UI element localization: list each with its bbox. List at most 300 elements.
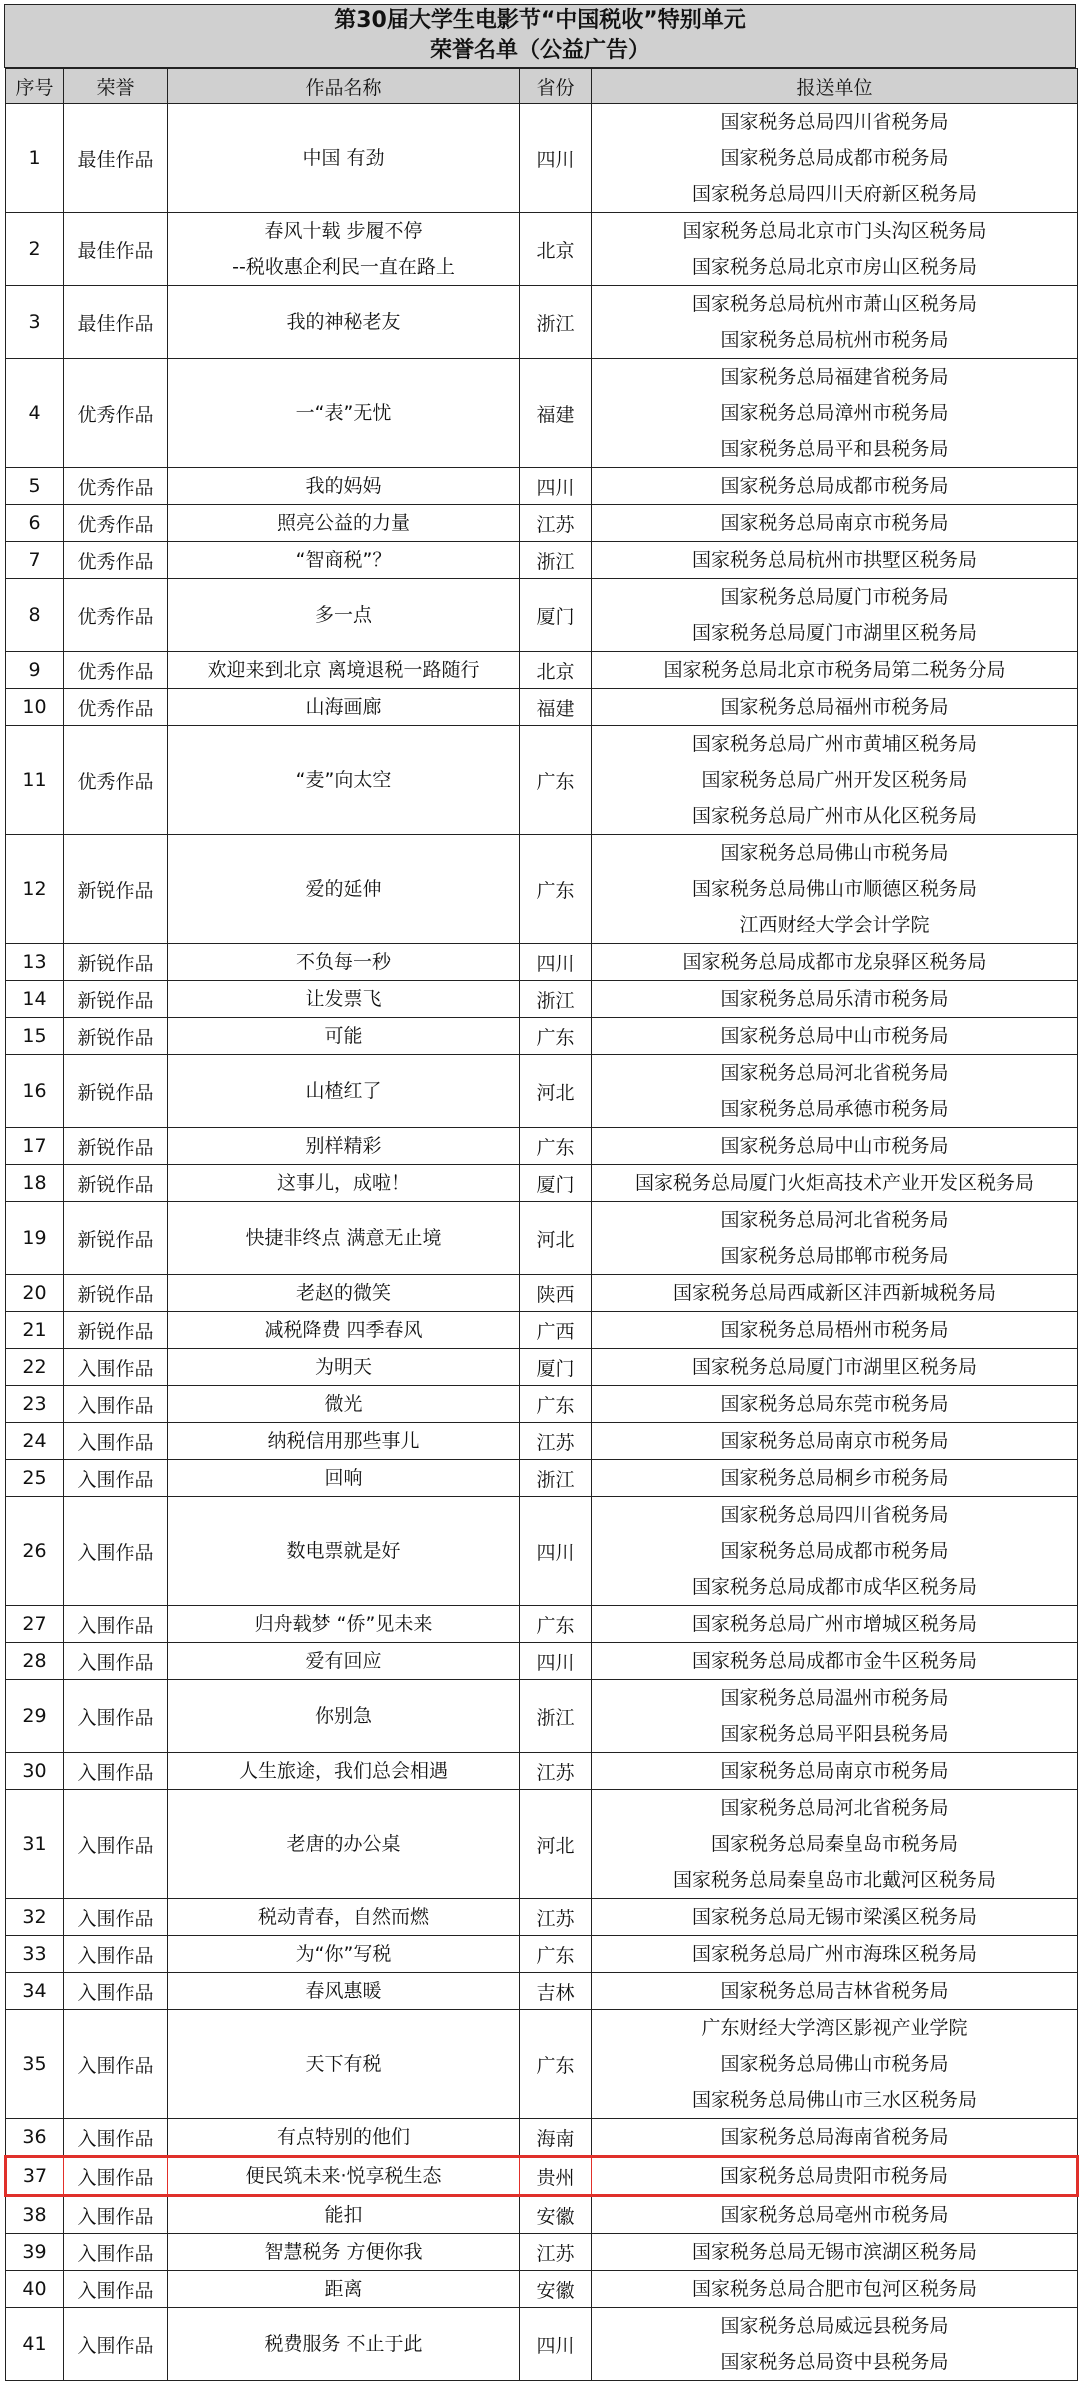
work-name-line: 回响 [324, 1467, 363, 1489]
cell-honor: 入围作品 [64, 1497, 168, 1606]
cell-no: 22 [6, 1349, 64, 1386]
unit-line: 国家税务总局平阳县税务局 [720, 1723, 949, 1745]
work-name-line: 便民筑未来·悦享税生态 [245, 2165, 442, 2187]
cell-work-name [168, 1643, 520, 1680]
col-header-unit: 报送单位 [592, 69, 1078, 104]
work-name-line: 我的妈妈 [305, 475, 382, 497]
unit-line: 国家税务总局无锡市梁溪区税务局 [691, 1906, 977, 1928]
work-name-line: 为“你”写税 [295, 1943, 392, 1965]
unit-line: 国家税务总局成都市税务局 [720, 475, 949, 497]
cell-work-name [168, 213, 520, 286]
cell-work-name [168, 2196, 520, 2234]
table-row [6, 1386, 1078, 1423]
table-row [6, 1312, 1078, 1349]
cell-unit [592, 1460, 1078, 1497]
cell-unit [592, 1275, 1078, 1312]
cell-unit [592, 944, 1078, 981]
cell-province: 广东 [520, 726, 592, 835]
unit-line: 国家税务总局威远县税务局 [720, 2315, 949, 2337]
unit-line: 国家税务总局成都市税务局 [720, 147, 949, 169]
cell-honor: 入围作品 [64, 1973, 168, 2010]
cell-work-name [168, 1018, 520, 1055]
cell-work-name [168, 1165, 520, 1202]
cell-province: 陕西 [520, 1275, 592, 1312]
work-name-line: --税收惠企利民一直在路上 [232, 256, 455, 278]
cell-unit [592, 1899, 1078, 1936]
cell-honor: 入围作品 [64, 1753, 168, 1790]
cell-work-name [168, 689, 520, 726]
unit-line: 国家税务总局南京市税务局 [720, 1760, 949, 1782]
unit-line: 国家税务总局厦门市湖里区税务局 [691, 1356, 977, 1378]
cell-province: 河北 [520, 1055, 592, 1128]
work-name-line: 我的神秘老友 [286, 311, 401, 333]
unit-line: 国家税务总局广州市海珠区税务局 [691, 1943, 977, 1965]
table-row [6, 1055, 1078, 1128]
unit-line: 国家税务总局海南省税务局 [720, 2126, 949, 2148]
cell-province: 广东 [520, 1936, 592, 1973]
table-row [6, 689, 1078, 726]
cell-no: 18 [6, 1165, 64, 1202]
work-name-line: 山海画廊 [305, 696, 382, 718]
cell-work-name [168, 542, 520, 579]
table-row [6, 835, 1078, 944]
cell-unit [592, 2010, 1078, 2119]
cell-work-name [168, 1275, 520, 1312]
cell-work-name [168, 1680, 520, 1753]
cell-honor: 入围作品 [64, 1936, 168, 1973]
unit-line: 国家税务总局杭州市税务局 [720, 329, 949, 351]
cell-no: 32 [6, 1899, 64, 1936]
unit-line: 国家税务总局秦皇岛市北戴河区税务局 [672, 1869, 996, 1891]
title-line-2: 荣誉名单（公益广告） [429, 38, 650, 63]
cell-province: 厦门 [520, 1165, 592, 1202]
cell-no: 25 [6, 1460, 64, 1497]
cell-work-name [168, 652, 520, 689]
cell-no: 13 [6, 944, 64, 981]
table-row [6, 2234, 1078, 2271]
title-line-1: 第30届大学生电影节“中国税收”特别单元 [334, 8, 746, 33]
cell-province: 四川 [520, 104, 592, 213]
cell-unit [592, 981, 1078, 1018]
cell-honor: 入围作品 [64, 1349, 168, 1386]
cell-work-name [168, 2308, 520, 2381]
table-row [6, 2119, 1078, 2157]
cell-no: 34 [6, 1973, 64, 2010]
cell-work-name [168, 981, 520, 1018]
work-name-line: 微光 [324, 1393, 363, 1415]
cell-unit [592, 1497, 1078, 1606]
cell-province: 四川 [520, 1643, 592, 1680]
unit-line: 国家税务总局桐乡市税务局 [720, 1467, 949, 1489]
cell-no: 33 [6, 1936, 64, 1973]
cell-honor: 优秀作品 [64, 542, 168, 579]
cell-unit [592, 1606, 1078, 1643]
cell-honor: 入围作品 [64, 1899, 168, 1936]
cell-unit [592, 2157, 1078, 2196]
work-name-line: 天下有税 [305, 2053, 382, 2075]
unit-line: 国家税务总局厦门火炬高技术产业开发区税务局 [634, 1172, 1034, 1194]
table-row [6, 1606, 1078, 1643]
cell-work-name [168, 1790, 520, 1899]
unit-line: 国家税务总局河北省税务局 [720, 1797, 949, 1819]
cell-honor: 新锐作品 [64, 835, 168, 944]
cell-province: 广东 [520, 1128, 592, 1165]
cell-honor: 入围作品 [64, 1606, 168, 1643]
cell-province: 广东 [520, 1386, 592, 1423]
work-name-line: 归舟载梦 “侨”见未来 [254, 1613, 433, 1635]
cell-unit [592, 1423, 1078, 1460]
cell-no: 4 [6, 359, 64, 468]
cell-province: 浙江 [520, 981, 592, 1018]
cell-work-name [168, 1128, 520, 1165]
cell-no: 41 [6, 2308, 64, 2381]
cell-no: 7 [6, 542, 64, 579]
cell-no: 6 [6, 505, 64, 542]
cell-province: 贵州 [520, 2157, 592, 2196]
cell-province: 江苏 [520, 1899, 592, 1936]
cell-no: 40 [6, 2271, 64, 2308]
unit-line: 国家税务总局广州市增城区税务局 [691, 1613, 977, 1635]
work-name-line: 山楂红了 [305, 1080, 382, 1102]
cell-no: 3 [6, 286, 64, 359]
work-name-line: “智商税”？ [295, 549, 392, 571]
table-row [6, 1497, 1078, 1606]
cell-honor: 入围作品 [64, 2010, 168, 2119]
work-name-line: 为明天 [314, 1356, 372, 1378]
table-row [6, 505, 1078, 542]
work-name-line: 减税降费 四季春风 [264, 1319, 423, 1341]
unit-line: 国家税务总局福建省税务局 [720, 366, 949, 388]
table-row [6, 542, 1078, 579]
unit-line: 国家税务总局河北省税务局 [720, 1209, 949, 1231]
cell-unit [592, 505, 1078, 542]
cell-no: 1 [6, 104, 64, 213]
cell-honor: 优秀作品 [64, 505, 168, 542]
work-name-line: 税动青春，自然而燃 [257, 1906, 429, 1928]
cell-province: 吉林 [520, 1973, 592, 2010]
unit-line: 国家税务总局佛山市三水区税务局 [691, 2089, 977, 2111]
cell-no: 21 [6, 1312, 64, 1349]
cell-unit [592, 1643, 1078, 1680]
cell-province: 江苏 [520, 1423, 592, 1460]
cell-honor: 新锐作品 [64, 944, 168, 981]
table-body [6, 104, 1078, 2381]
cell-honor: 入围作品 [64, 2196, 168, 2234]
cell-honor: 新锐作品 [64, 1018, 168, 1055]
unit-line: 国家税务总局中山市税务局 [720, 1135, 949, 1157]
work-name-line: 欢迎来到北京 离境退税一路随行 [207, 659, 480, 681]
cell-no: 8 [6, 579, 64, 652]
col-header-work-name: 作品名称 [168, 69, 520, 104]
table-row [6, 104, 1078, 213]
honor-list-sheet [4, 4, 1076, 2381]
cell-province: 江苏 [520, 1753, 592, 1790]
table-row [6, 1643, 1078, 1680]
table-row [6, 2010, 1078, 2119]
cell-province: 海南 [520, 2119, 592, 2157]
work-name-line: 这事儿，成啦！ [276, 1172, 410, 1194]
work-name-line: 春风十载 步履不停 [264, 220, 423, 242]
unit-line: 国家税务总局无锡市滨湖区税务局 [691, 2241, 977, 2263]
work-name-line: 可能 [324, 1025, 363, 1047]
col-header-no: 序号 [6, 69, 64, 104]
cell-no: 36 [6, 2119, 64, 2157]
cell-province: 厦门 [520, 1349, 592, 1386]
cell-province: 浙江 [520, 1680, 592, 1753]
sheet-title [4, 4, 1076, 68]
work-name-line: 你别急 [314, 1705, 372, 1727]
cell-no: 19 [6, 1202, 64, 1275]
cell-unit [592, 1055, 1078, 1128]
unit-line: 国家税务总局杭州市萧山区税务局 [691, 293, 977, 315]
cell-unit [592, 1753, 1078, 1790]
work-name-line: 数电票就是好 [286, 1540, 401, 1562]
cell-work-name [168, 2234, 520, 2271]
unit-line: 国家税务总局四川省税务局 [720, 1504, 949, 1526]
cell-no: 14 [6, 981, 64, 1018]
cell-no: 26 [6, 1497, 64, 1606]
table-row [6, 286, 1078, 359]
cell-honor: 最佳作品 [64, 104, 168, 213]
table-row [6, 1680, 1078, 1753]
cell-honor: 优秀作品 [64, 652, 168, 689]
table-row [6, 1790, 1078, 1899]
unit-line: 国家税务总局吉林省税务局 [720, 1980, 949, 2002]
table-row [6, 652, 1078, 689]
cell-honor: 最佳作品 [64, 213, 168, 286]
cell-work-name [168, 286, 520, 359]
cell-work-name [168, 104, 520, 213]
cell-honor: 新锐作品 [64, 1312, 168, 1349]
cell-no: 30 [6, 1753, 64, 1790]
work-name-line: 爱的延伸 [305, 878, 382, 900]
cell-unit [592, 2234, 1078, 2271]
cell-province: 福建 [520, 359, 592, 468]
cell-honor: 新锐作品 [64, 1275, 168, 1312]
unit-line: 国家税务总局漳州市税务局 [720, 402, 949, 424]
unit-line: 国家税务总局福州市税务局 [720, 696, 949, 718]
cell-unit [592, 2119, 1078, 2157]
cell-province: 江苏 [520, 505, 592, 542]
table-row [6, 468, 1078, 505]
cell-unit [592, 1790, 1078, 1899]
cell-unit [592, 579, 1078, 652]
cell-no: 24 [6, 1423, 64, 1460]
cell-no: 38 [6, 2196, 64, 2234]
table-row [6, 1460, 1078, 1497]
cell-honor: 入围作品 [64, 2234, 168, 2271]
cell-honor: 入围作品 [64, 1386, 168, 1423]
cell-unit [592, 1936, 1078, 1973]
unit-line: 国家税务总局四川省税务局 [720, 111, 949, 133]
unit-line: 国家税务总局厦门市湖里区税务局 [691, 622, 977, 644]
work-name-line: 距离 [324, 2278, 363, 2300]
unit-line: 国家税务总局梧州市税务局 [720, 1319, 949, 1341]
cell-province: 广东 [520, 1018, 592, 1055]
work-name-line: 多一点 [314, 604, 372, 626]
cell-no: 35 [6, 2010, 64, 2119]
unit-line: 国家税务总局北京市门头沟区税务局 [682, 220, 987, 242]
cell-province: 四川 [520, 944, 592, 981]
cell-province: 河北 [520, 1790, 592, 1899]
cell-province: 广东 [520, 1606, 592, 1643]
unit-line: 国家税务总局资中县税务局 [720, 2351, 949, 2373]
cell-honor: 优秀作品 [64, 579, 168, 652]
unit-line: 国家税务总局贵阳市税务局 [719, 2165, 948, 2187]
cell-work-name [168, 1606, 520, 1643]
work-name-line: 有点特别的他们 [276, 2126, 410, 2148]
cell-province: 浙江 [520, 542, 592, 579]
cell-no: 15 [6, 1018, 64, 1055]
unit-line: 国家税务总局南京市税务局 [720, 512, 949, 534]
cell-province: 四川 [520, 2308, 592, 2381]
unit-line: 国家税务总局北京市房山区税务局 [691, 256, 977, 278]
cell-province: 四川 [520, 1497, 592, 1606]
cell-province: 河北 [520, 1202, 592, 1275]
cell-honor: 新锐作品 [64, 1165, 168, 1202]
table-row [6, 1973, 1078, 2010]
cell-unit [592, 1018, 1078, 1055]
table-row [6, 1349, 1078, 1386]
cell-unit [592, 689, 1078, 726]
cell-unit [592, 1165, 1078, 1202]
table-row [6, 1165, 1078, 1202]
cell-province: 北京 [520, 652, 592, 689]
cell-province: 四川 [520, 468, 592, 505]
cell-honor: 入围作品 [64, 1790, 168, 1899]
work-name-line: 智慧税务 方便你我 [264, 2241, 423, 2263]
unit-line: 国家税务总局成都市龙泉驿区税务局 [682, 951, 987, 973]
table-row [6, 579, 1078, 652]
cell-work-name [168, 944, 520, 981]
unit-line: 国家税务总局广州市从化区税务局 [691, 805, 977, 827]
cell-no: 23 [6, 1386, 64, 1423]
cell-honor: 优秀作品 [64, 468, 168, 505]
cell-work-name [168, 579, 520, 652]
cell-no: 17 [6, 1128, 64, 1165]
honor-table [4, 68, 1079, 2381]
col-header-province: 省份 [520, 69, 592, 104]
unit-line: 江西财经大学会计学院 [739, 914, 930, 936]
unit-line: 国家税务总局合肥市包河区税务局 [691, 2278, 977, 2300]
table-row [6, 2271, 1078, 2308]
cell-honor: 入围作品 [64, 1423, 168, 1460]
work-name-line: 税费服务 不止于此 [264, 2333, 423, 2355]
table-row [6, 1018, 1078, 1055]
unit-line: 国家税务总局南京市税务局 [720, 1430, 949, 1452]
cell-honor: 入围作品 [64, 1643, 168, 1680]
cell-unit [592, 542, 1078, 579]
table-row [6, 1128, 1078, 1165]
table-row-highlighted [6, 2157, 1078, 2196]
cell-honor: 优秀作品 [64, 359, 168, 468]
unit-line: 国家税务总局承德市税务局 [720, 1098, 949, 1120]
cell-unit [592, 2196, 1078, 2234]
cell-no: 16 [6, 1055, 64, 1128]
table-row [6, 1275, 1078, 1312]
cell-unit [592, 1349, 1078, 1386]
cell-no: 29 [6, 1680, 64, 1753]
table-row [6, 213, 1078, 286]
work-name-line: 春风惠暖 [305, 1980, 382, 2002]
table-row [6, 359, 1078, 468]
cell-work-name [168, 359, 520, 468]
cell-unit [592, 1680, 1078, 1753]
header-row [6, 69, 1078, 104]
cell-unit [592, 1386, 1078, 1423]
unit-line: 国家税务总局四川天府新区税务局 [691, 183, 977, 205]
unit-line: 广东财经大学湾区影视产业学院 [701, 2017, 968, 2039]
work-name-line: 爱有回应 [305, 1650, 382, 1672]
cell-no: 9 [6, 652, 64, 689]
table-row [6, 726, 1078, 835]
unit-line: 国家税务总局佛山市顺德区税务局 [691, 878, 977, 900]
cell-work-name [168, 1423, 520, 1460]
col-header-honor: 荣誉 [64, 69, 168, 104]
unit-line: 国家税务总局中山市税务局 [720, 1025, 949, 1047]
table-row [6, 1202, 1078, 1275]
cell-work-name [168, 2271, 520, 2308]
work-name-line: 中国 有劲 [302, 147, 385, 169]
unit-line: 国家税务总局杭州市拱墅区税务局 [691, 549, 977, 571]
cell-work-name [168, 2119, 520, 2157]
cell-province: 江苏 [520, 2234, 592, 2271]
cell-work-name [168, 1349, 520, 1386]
cell-no: 31 [6, 1790, 64, 1899]
cell-honor: 优秀作品 [64, 726, 168, 835]
cell-work-name [168, 505, 520, 542]
cell-honor: 新锐作品 [64, 1202, 168, 1275]
cell-honor: 入围作品 [64, 2271, 168, 2308]
cell-work-name [168, 835, 520, 944]
work-name-line: 能扣 [324, 2204, 363, 2226]
cell-work-name [168, 1202, 520, 1275]
cell-no: 28 [6, 1643, 64, 1680]
cell-province: 福建 [520, 689, 592, 726]
unit-line: 国家税务总局成都市税务局 [720, 1540, 949, 1562]
unit-line: 国家税务总局温州市税务局 [720, 1687, 949, 1709]
cell-no: 37 [6, 2157, 64, 2196]
cell-work-name [168, 2010, 520, 2119]
cell-work-name [168, 1936, 520, 1973]
table-row [6, 1753, 1078, 1790]
cell-unit [592, 2308, 1078, 2381]
unit-line: 国家税务总局秦皇岛市税务局 [710, 1833, 958, 1855]
cell-province: 浙江 [520, 1460, 592, 1497]
cell-honor: 优秀作品 [64, 689, 168, 726]
cell-no: 5 [6, 468, 64, 505]
unit-line: 国家税务总局河北省税务局 [720, 1062, 949, 1084]
cell-work-name [168, 1460, 520, 1497]
table-row [6, 1936, 1078, 1973]
work-name-line: 不负每一秒 [295, 951, 391, 973]
cell-work-name [168, 2157, 520, 2196]
cell-no: 12 [6, 835, 64, 944]
cell-province: 厦门 [520, 579, 592, 652]
work-name-line: 人生旅途，我们总会相遇 [238, 1760, 448, 1782]
cell-honor: 新锐作品 [64, 981, 168, 1018]
table-row [6, 2308, 1078, 2381]
cell-no: 11 [6, 726, 64, 835]
cell-work-name [168, 726, 520, 835]
cell-unit [592, 213, 1078, 286]
unit-line: 国家税务总局平和县税务局 [720, 438, 949, 460]
table-row [6, 1423, 1078, 1460]
work-name-line: 快捷非终点 满意无止境 [245, 1227, 442, 1249]
cell-province: 北京 [520, 213, 592, 286]
cell-work-name [168, 1312, 520, 1349]
unit-line: 国家税务总局佛山市税务局 [720, 842, 949, 864]
